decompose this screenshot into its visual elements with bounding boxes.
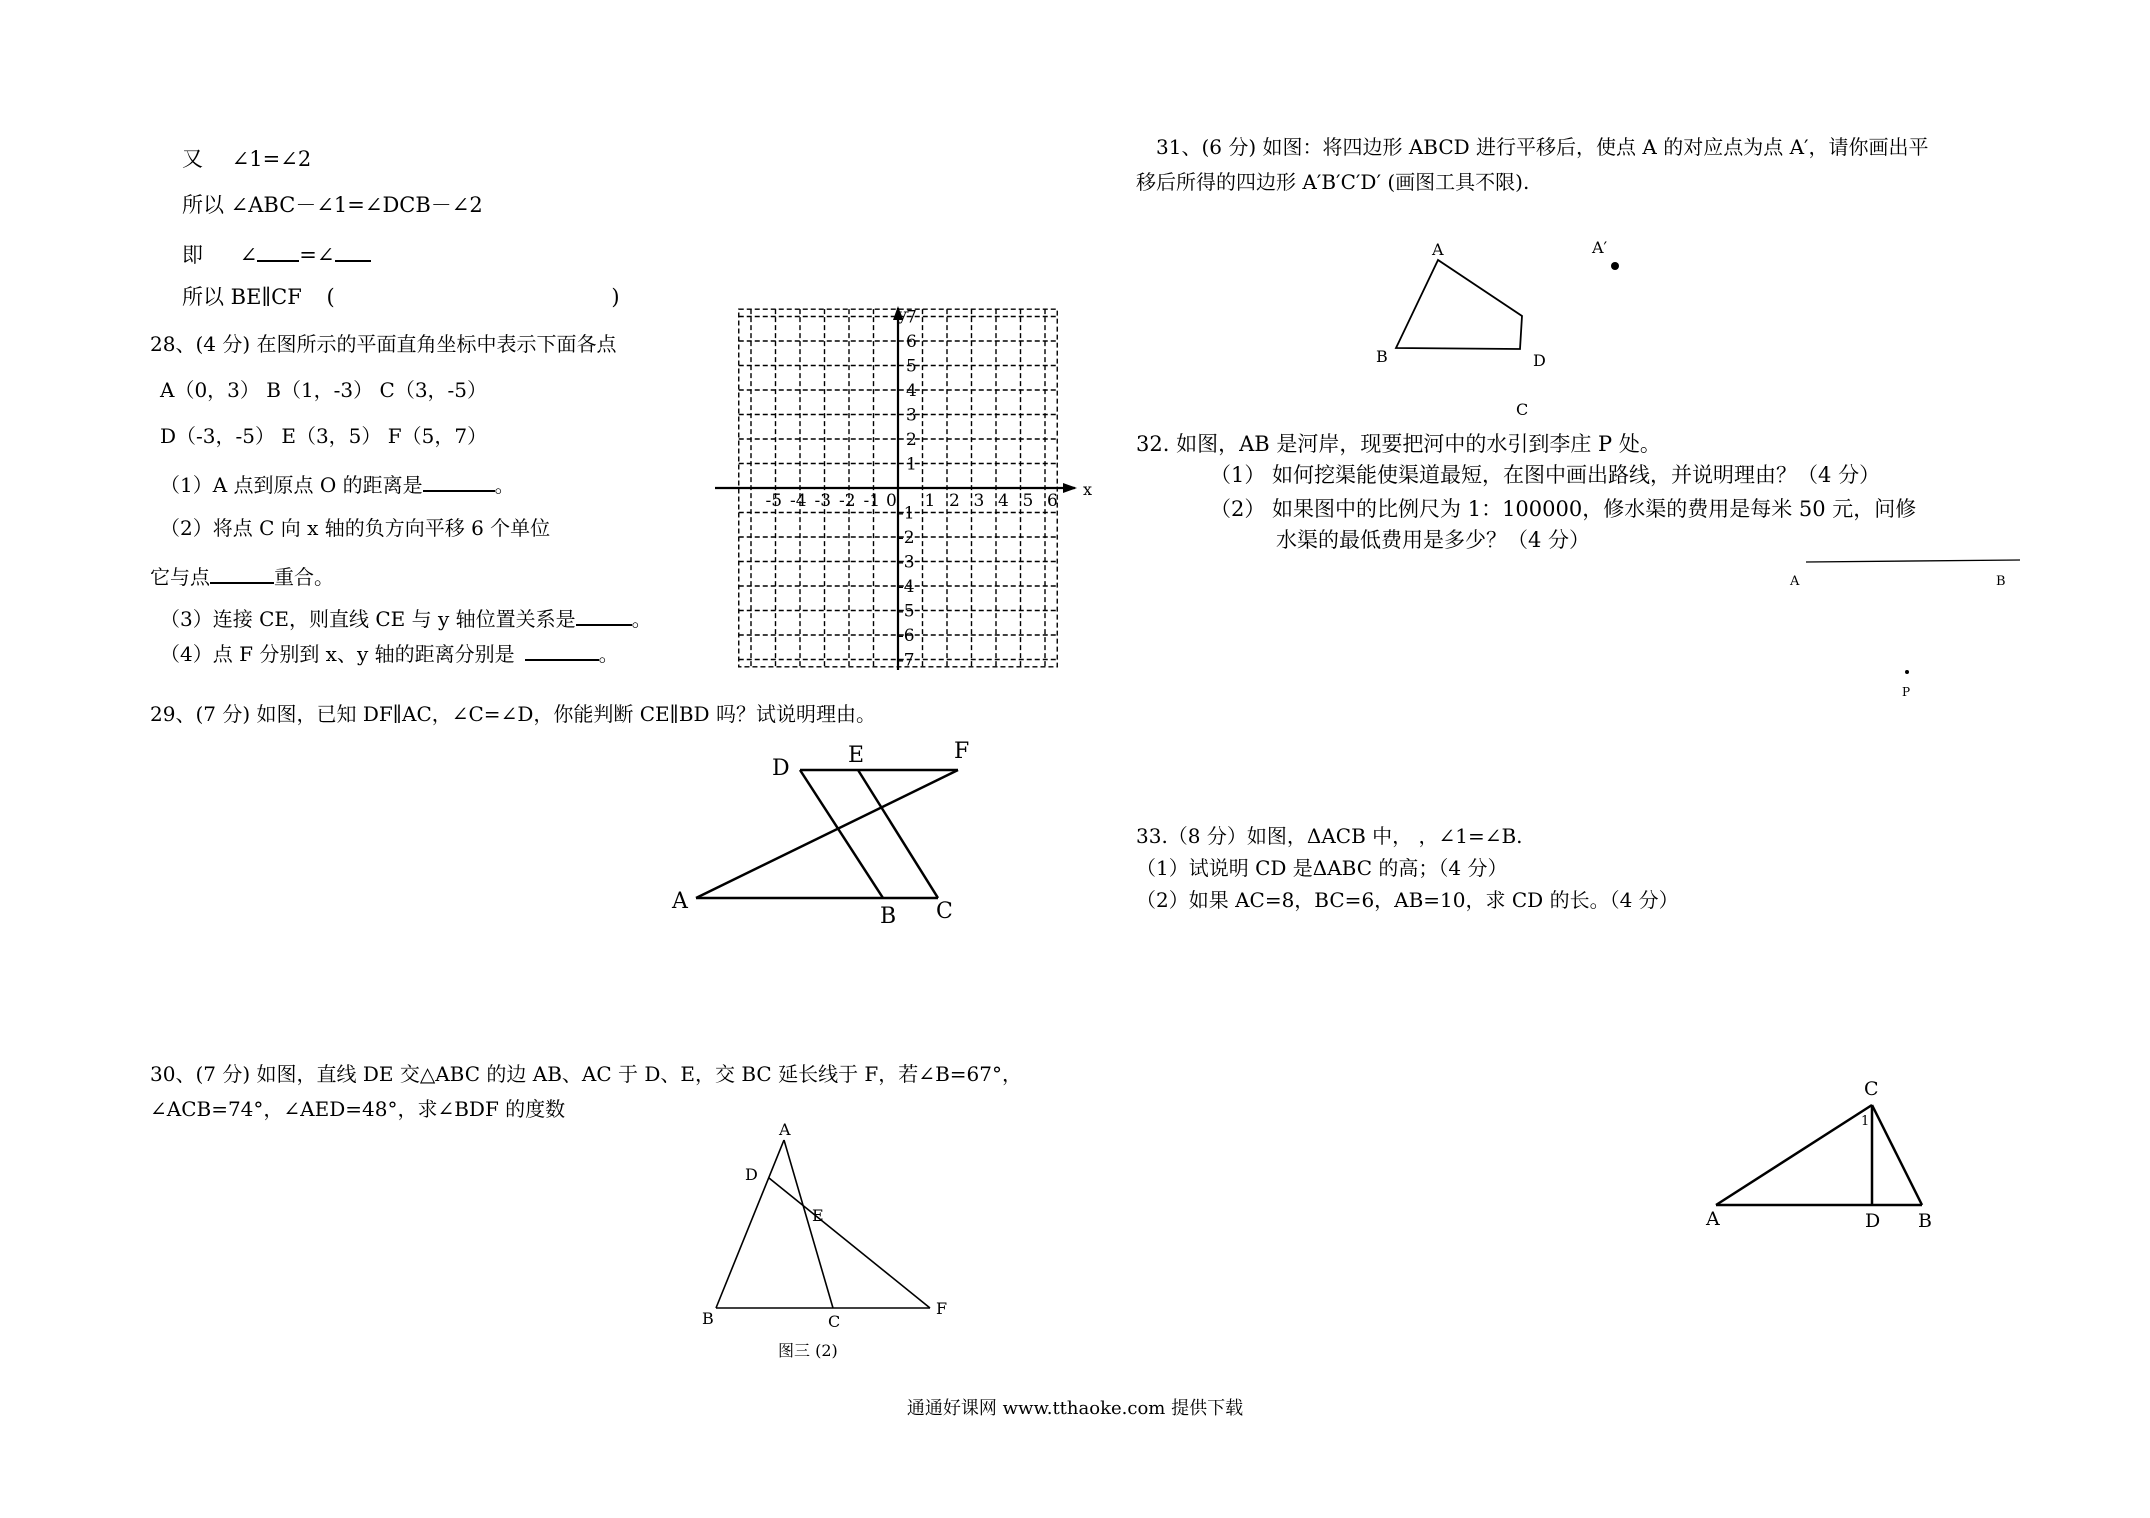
q31-label-b: B	[1376, 347, 1388, 366]
q29-label-e: E	[848, 743, 865, 768]
proof-line-4	[182, 285, 620, 310]
proof-line-4-text: 所以 BE∥CF	[182, 285, 302, 309]
q29-label-b: B	[880, 904, 897, 929]
q32-sub-1: （1） 如何挖渠能使渠道最短，在图中画出路线，并说明理由？（4 分）	[1210, 463, 1881, 487]
coordinate-grid	[715, 300, 1115, 680]
q30-caption: 图三 (2)	[778, 1341, 838, 1360]
q30-label-f: F	[936, 1299, 948, 1318]
q31-line-1: 31、(6 分) 如图：将四边形 ABCD 进行平移后，使点 A 的对应点为点 A′，请你画出平	[1156, 135, 1929, 159]
q29-title: 29、(7 分) 如图，已知 DF∥AC，∠C=∠D，你能判断 CE∥BD 吗？试说明理由。	[150, 702, 876, 726]
q29-label-c: C	[936, 899, 953, 924]
q32-sub-2b: 水渠的最低费用是多少？（4 分）	[1276, 528, 1591, 552]
q33-label-b: B	[1918, 1210, 1932, 1232]
q30-label-e: E	[812, 1206, 824, 1225]
q28-sub-1-end: 。	[494, 473, 515, 497]
q31-label-c: C	[1516, 400, 1529, 419]
y-tick-label: 4	[906, 381, 917, 401]
q28-answer-1[interactable]	[423, 470, 495, 492]
q29-segment-fa	[696, 770, 958, 898]
q30-line-df	[769, 1178, 930, 1308]
proof-line-1	[182, 147, 311, 172]
x-tick-label: 2	[949, 491, 960, 511]
q28-points-row-1: A（0，3） B（1，-3） C（3，-5）	[160, 378, 488, 402]
grid-axes	[715, 306, 1077, 670]
y-tick-label: -2	[898, 528, 915, 548]
proof-line-2: 所以 ∠ABC－∠1=∠DCB－∠2	[182, 193, 483, 217]
q28-sub-1	[160, 470, 515, 497]
x-tick-label: 4	[998, 491, 1009, 511]
y-tick-label: -4	[898, 577, 915, 597]
q30-line-2: ∠ACB=74°，∠AED=48°，求∠BDF 的度数	[150, 1097, 566, 1121]
y-tick-label: 5	[906, 356, 917, 377]
q28-sub-3-text: （3）连接 CE，则直线 CE 与 y 轴位置关系是	[160, 607, 576, 631]
q33-side-ac	[1716, 1105, 1872, 1205]
proof-line-1-body: ∠1=∠2	[231, 147, 312, 171]
q32-label-a: A	[1790, 574, 1800, 589]
proof-line-1-prefix: 又	[182, 147, 203, 171]
q28-sub-3-end: 。	[631, 607, 652, 631]
y-tick-label: 1	[906, 454, 917, 475]
q29-label-a: A	[672, 889, 688, 914]
q28-sub-4-text: （4）点 F 分别到 x、y 轴的距离分别是	[160, 642, 515, 666]
q32-title: 32. 如图，AB 是河岸，现要把河中的水引到李庄 P 处。	[1136, 432, 1661, 456]
q28-points-row-2: D（-3，-5） E（3，5） F（5，7）	[160, 424, 488, 448]
y-tick-label: -7	[898, 650, 915, 671]
q29-figure	[670, 740, 970, 930]
q28-answer-3[interactable]	[576, 604, 632, 626]
q32-sub-2: （2） 如果图中的比例尺为 1：100000，修水渠的费用是每米 50 元，问修	[1210, 497, 1917, 521]
x-tick-label: 3	[973, 491, 985, 511]
proof-line-3-angle: ∠	[239, 243, 258, 267]
x-tick-label: -3	[814, 491, 832, 511]
q28-sub-2: （2）将点 C 向 x 轴的负方向平移 6 个单位	[160, 516, 551, 540]
q33-figure	[1700, 1075, 1940, 1245]
q28-sub-2b-end: 重合。	[274, 565, 334, 589]
q33-label-angle-1: 1	[1861, 1114, 1870, 1129]
q32-riverbank-ab	[1806, 560, 2020, 562]
x-tick-label: -1	[863, 491, 881, 511]
q33-label-d: D	[1865, 1210, 1881, 1232]
q31-label-a: A	[1432, 240, 1444, 259]
q31-label-a-prime: A′	[1592, 238, 1608, 257]
y-tick-label: -3	[898, 552, 915, 573]
q28-sub-4	[160, 639, 619, 666]
x-tick-label: -5	[765, 491, 783, 511]
q32-label-p: P	[1902, 685, 1911, 699]
q31-figure	[1370, 228, 1630, 428]
x-tick-label: 1	[924, 491, 936, 511]
proof-reason-open: (	[326, 285, 335, 309]
q30-label-b: B	[702, 1309, 714, 1328]
q33-sub-2: （2）如果 AC=8，BC=6，AB=10，求 CD 的长。（4 分）	[1136, 888, 1679, 912]
x-axis-arrow-icon	[1063, 483, 1077, 493]
proof-blank-1[interactable]	[257, 239, 299, 262]
page-footer: 通通好课网 www.tthaoke.com 提供下载	[906, 1398, 1244, 1419]
q32-figure	[1780, 548, 2040, 698]
q32-point-p	[1905, 670, 1909, 674]
q31-point-a-prime	[1611, 262, 1619, 270]
y-tick-label: 2	[906, 430, 917, 450]
q28-sub-3	[160, 604, 652, 631]
q28-sub-2b	[150, 562, 334, 589]
x-tick-label: 6	[1047, 491, 1058, 511]
x-tick-label: 0	[886, 491, 897, 511]
y-axis-label: y	[898, 305, 908, 324]
proof-line-3	[182, 239, 371, 268]
q33-side-cb	[1872, 1105, 1922, 1205]
q28-answer-2[interactable]	[210, 562, 274, 584]
q30-label-a: A	[779, 1120, 791, 1139]
x-axis-label: x	[1083, 480, 1093, 499]
y-tick-label: 6	[906, 332, 917, 352]
y-tick-label: -6	[898, 626, 915, 646]
q33-title: 33.（8 分）如图，ΔACB 中， ，∠1=∠B.	[1136, 824, 1523, 848]
q28-title: 28、(4 分) 在图所示的平面直角坐标中表示下面各点	[150, 332, 617, 356]
y-tick-label: 3	[906, 405, 917, 426]
x-tick-label: -4	[790, 491, 807, 511]
y-tick-label: -5	[898, 601, 915, 622]
q33-label-c: C	[1864, 1078, 1879, 1100]
proof-blank-2[interactable]	[335, 239, 371, 262]
q28-sub-4-end: 。	[598, 642, 619, 666]
q28-sub-2b-text: 它与点	[150, 565, 210, 589]
proof-reason-close: )	[611, 285, 620, 309]
q31-label-d: D	[1533, 351, 1546, 370]
q29-label-d: D	[772, 756, 790, 781]
q28-sub-1-text: （1）A 点到原点 O 的距离是	[160, 473, 423, 497]
x-tick-label: 5	[1022, 491, 1034, 511]
q29-label-f: F	[954, 739, 970, 764]
y-tick-label: -1	[898, 503, 915, 524]
y-tick-label: 7	[906, 307, 917, 328]
q31-quadrilateral	[1396, 260, 1522, 349]
proof-line-3-equals: =∠	[299, 243, 335, 267]
q30-figure	[690, 1118, 950, 1368]
q30-label-d: D	[745, 1165, 758, 1184]
proof-line-3-prefix: 即	[182, 243, 203, 267]
q30-line-1: 30、(7 分) 如图，直线 DE 交△ABC 的边 AB、AC 于 D、E，交 BC 延长线于 F，若∠B=67°，	[150, 1062, 1022, 1086]
q33-label-a: A	[1706, 1208, 1720, 1230]
x-tick-label: -2	[839, 491, 856, 511]
q28-answer-4[interactable]	[525, 639, 599, 661]
q32-label-b: B	[1996, 574, 2006, 589]
q31-line-2: 移后所得的四边形 A′B′C′D′ (画图工具不限).	[1136, 170, 1530, 194]
q33-sub-1: （1）试说明 CD 是ΔABC 的高；（4 分）	[1136, 856, 1508, 880]
q30-label-c: C	[828, 1312, 841, 1331]
